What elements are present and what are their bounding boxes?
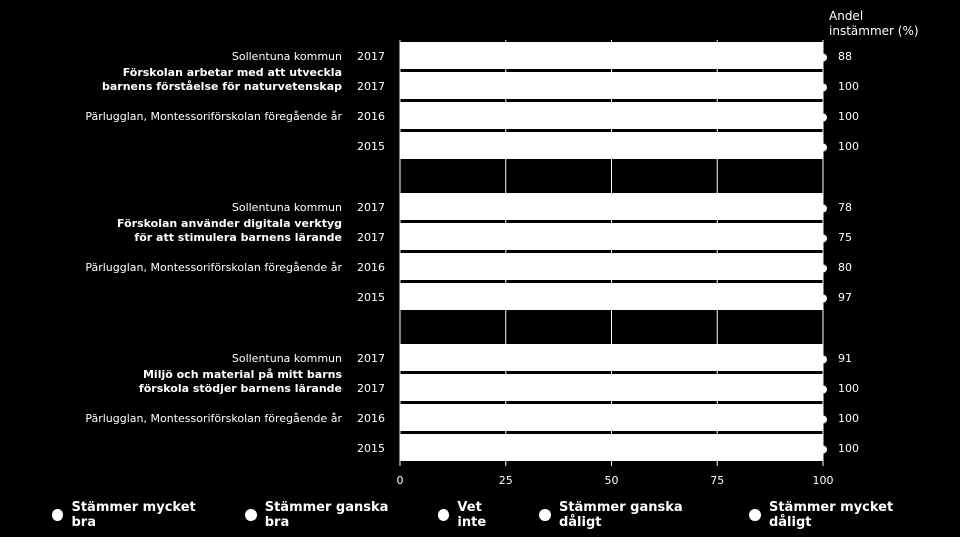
row-year: 2016 xyxy=(357,110,385,123)
agree-value: 100 xyxy=(838,80,859,93)
x-tick-label-75: 75 xyxy=(710,474,725,487)
bar-segment-g2-r3-s0 xyxy=(400,434,823,461)
bar-segment-g2-r0-s0 xyxy=(400,344,823,371)
row-year: 2016 xyxy=(357,261,385,274)
legend-swatch xyxy=(539,509,550,521)
row-year: 2015 xyxy=(357,442,385,455)
bar-end-marker xyxy=(819,295,827,303)
legend-item xyxy=(749,500,933,530)
bar-segment-g0-r3-s0 xyxy=(400,132,823,159)
question-label: förskola stödjer barnens lärande xyxy=(138,382,342,395)
legend-item xyxy=(52,500,218,530)
question-label: för att stimulera barnens lärande xyxy=(134,231,342,244)
legend-item xyxy=(539,500,722,530)
chart-legend xyxy=(52,500,960,530)
agree-value: 80 xyxy=(838,261,852,274)
agree-value: 100 xyxy=(838,382,859,395)
bar-end-marker xyxy=(819,235,827,243)
agree-value: 78 xyxy=(838,201,852,214)
value-column-title: Andel xyxy=(829,9,864,23)
legend-swatch xyxy=(749,509,761,521)
bar-end-marker xyxy=(819,265,827,273)
row-year: 2017 xyxy=(357,352,385,365)
row-year: 2017 xyxy=(357,231,385,244)
bar-end-marker xyxy=(819,416,827,424)
bar-segment-g0-r1-s0 xyxy=(400,72,823,99)
question-label: Förskolan arbetar med att utveckla xyxy=(122,66,342,79)
bar-end-marker xyxy=(819,144,827,152)
legend-item xyxy=(438,500,513,530)
x-tick-label-50: 50 xyxy=(604,474,619,487)
agree-value: 100 xyxy=(838,412,859,425)
bar-end-marker xyxy=(819,356,827,364)
bar-end-marker xyxy=(819,114,827,122)
bar-end-marker xyxy=(819,386,827,394)
legend-label: Stämmer mycket bra xyxy=(71,500,196,530)
row-label: Pärlugglan, Montessoriförskolan föregående år xyxy=(85,110,342,123)
row-year: 2015 xyxy=(357,291,385,304)
x-tick-label-25: 25 xyxy=(498,474,513,487)
bar-segment-g1-r1-s0 xyxy=(400,223,823,250)
row-label: Sollentuna kommun xyxy=(231,201,342,214)
row-year: 2017 xyxy=(357,50,385,63)
row-label: Sollentuna kommun xyxy=(231,50,342,63)
row-year: 2016 xyxy=(357,412,385,425)
x-tick-label-100: 100 xyxy=(812,474,834,487)
bar-segment-g0-r0-s0 xyxy=(400,42,823,69)
bar-segment-g1-r3-s0 xyxy=(400,283,823,310)
agree-value: 100 xyxy=(838,110,859,123)
legend-item xyxy=(245,500,411,530)
agree-value: 97 xyxy=(838,291,852,304)
bar-segment-g1-r2-s0 xyxy=(400,253,823,280)
question-label: Förskolan använder digitala verktyg xyxy=(117,217,342,230)
agree-value: 75 xyxy=(838,231,852,244)
row-year: 2017 xyxy=(357,201,385,214)
question-label: barnens förståelse för naturvetenskap xyxy=(102,80,342,93)
legend-swatch xyxy=(52,509,63,521)
legend-label: Stämmer ganska dåligt xyxy=(558,500,683,530)
bar-segment-g0-r2-s0 xyxy=(400,102,823,129)
row-year: 2017 xyxy=(357,80,385,93)
bar-end-marker xyxy=(819,446,827,454)
legend-label: Stämmer mycket dåligt xyxy=(768,500,894,530)
row-year: 2015 xyxy=(357,140,385,153)
question-label: Miljö och material på mitt barns xyxy=(142,368,342,381)
legend-label: Vet inte xyxy=(457,500,487,530)
bar-segment-g2-r1-s0 xyxy=(400,374,823,401)
legend-label: Stämmer ganska bra xyxy=(264,500,389,530)
bar-segment-g1-r0-s0 xyxy=(400,193,823,220)
bar-segment-g2-r2-s0 xyxy=(400,404,823,431)
agree-value: 100 xyxy=(838,140,859,153)
value-column-title: instämmer (%) xyxy=(829,24,919,38)
agree-value: 91 xyxy=(838,352,852,365)
bar-end-marker xyxy=(819,205,827,213)
x-tick-label-0: 0 xyxy=(396,474,404,487)
bar-end-marker xyxy=(819,84,827,92)
row-year: 2017 xyxy=(357,382,385,395)
bar-end-marker xyxy=(819,54,827,62)
legend-swatch xyxy=(245,509,256,521)
row-label: Sollentuna kommun xyxy=(231,352,342,365)
agree-value: 88 xyxy=(838,50,852,63)
row-label: Pärlugglan, Montessoriförskolan föregående år xyxy=(85,261,342,274)
agree-value: 100 xyxy=(838,442,859,455)
legend-swatch xyxy=(438,509,449,521)
row-label: Pärlugglan, Montessoriförskolan föregående år xyxy=(85,412,342,425)
